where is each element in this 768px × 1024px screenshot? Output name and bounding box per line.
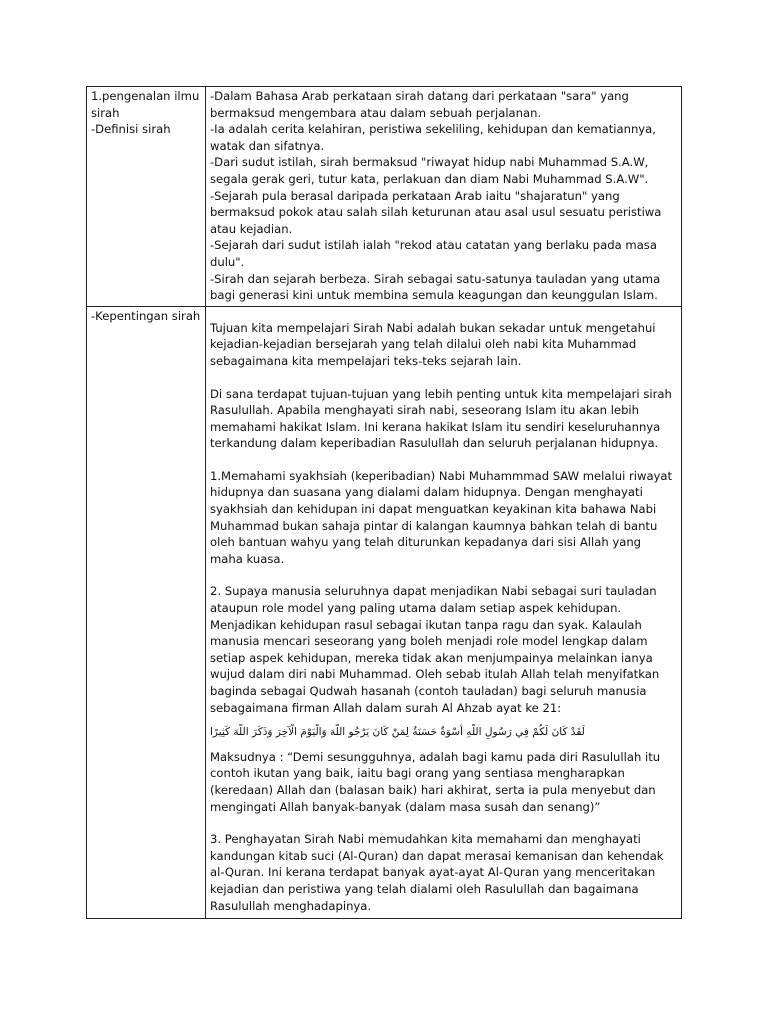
- paragraph: -Sejarah pula berasal daripada perkataan Arab iaitu "shajaratun" yang bermaksud pokok atau salah silah keturunan atau asal usul sesuatu peristiwa atau kejadian.: [210, 188, 662, 236]
- notes-table: [86, 86, 682, 919]
- verse-meaning: Maksudnya : “Demi sesungguhnya, adalah bagi kamu pada diri Rasulullah itu contoh ikutan yang baik, iaitu bagi orang yang sentiasa mengharapkan (keredaan) Allah dan (balasan baik) hari akhirat, serta ia pula menyebut dan mengingati Allah banyak-banyak (dalam masa susah dan senang)”: [210, 749, 661, 814]
- paragraph: -Dalam Bahasa Arab perkataan sirah datang dari perkataan "sara" yang bermaksud mengembara atau dalam sebuah perjalanan.: [210, 89, 629, 120]
- arabic-verse: لَقَدْ كَانَ لَكُمْ فِي رَسُولِ اللَّهِ أُسْوَةٌ حَسَنَةٌ لِمَنْ كَانَ يَرْجُو اللَّهَ وَالْيَوْمَ الْآخِرَ وَذَكَرَ اللَّهَ كَثِيرًا: [210, 726, 585, 739]
- point-paragraph: 3. Penghayatan Sirah Nabi memudahkan kita memahami dan menghayati kandungan kitab suci (Al-Quran) dan dapat merasai kemanisan dan kehendak al-Quran. Ini kerana terdapat banyak ayat-ayat Al-Quran yang menceritakan kejadian dan peristiwa yang telah dialami oleh Rasulullah dan bagaimana Rasulullah menghadapinya.: [210, 832, 664, 913]
- intro-paragraph: Tujuan kita mempelajari Sirah Nabi adalah bukan sekadar untuk mengetahui kejadian-kejadian bersejarah yang telah dilalui oleh nabi kita Muhammad sebagaimana kita mempelajari teks-teks sejarah lain.: [210, 320, 656, 368]
- subtopic-label: -Definisi sirah: [91, 122, 171, 137]
- paragraph: -Sirah dan sejarah berbeza. Sirah sebagai satu-satunya tauladan yang utama bagi generasi kini untuk membina semula keagungan dan keunggulan Islam.: [210, 271, 661, 303]
- content-cell: [206, 87, 682, 307]
- table-row: [87, 306, 682, 918]
- intro-paragraph: Di sana terdapat tujuan-tujuan yang lebih penting untuk kita mempelajari sirah Rasulullah. Apabila menghayati sirah nabi, seseorang Islam itu akan lebih memahami hakikat Islam. Ini kerana hakikat Islam itu sendiri keseluruhannya terkandung dalam keperibadian Rasulullah dan seluruh perjalanan hidupnya.: [210, 386, 672, 451]
- paragraph: -Ia adalah cerita kelahiran, peristiwa sekeliling, kehidupan dan kematiannya, watak dan sifatnya.: [210, 122, 656, 153]
- topic-label: 1.pengenalan ilmu sirah: [91, 89, 200, 120]
- subtopic-label: -Kepentingan sirah: [91, 308, 201, 323]
- point-paragraph: 1.Memahami syakhsiah (keperibadian) Nabi Muhammmad SAW melalui riwayat hidupnya dan suasana yang dialami dalam hidupnya. Dengan menghayati syakhsiah dan kehidupan ini dapat menguatkan keyakinan kita bahawa Nabi Muhammad bukan sahaja pintar di kalangan kaumnya bahkan telah di bantu oleh bantuan wahyu yang telah diturunkan kepadanya dari sisi Allah yang maha kuasa.: [210, 468, 673, 566]
- content-cell: [206, 306, 682, 918]
- topic-cell: [87, 306, 206, 918]
- table-row: [87, 87, 682, 307]
- paragraph: -Sejarah dari sudut istilah ialah "rekod atau catatan yang berlaku pada masa dulu".: [210, 238, 657, 269]
- paragraph: -Dari sudut istilah, sirah bermaksud "riwayat hidup nabi Muhammad S.A.W, segala gerak geri, tutur kata, perlakuan dan diam Nabi Muhammad S.A.W".: [210, 155, 649, 186]
- topic-cell: [87, 87, 206, 307]
- point-paragraph: 2. Supaya manusia seluruhnya dapat menjadikan Nabi sebagai suri tauladan ataupun role model yang paling utama dalam setiap aspek kehidupan. Menjadikan kehidupan rasul sebagai ikutan tanpa ragu dan syak. Kalaulah manusia mencari seseorang yang boleh menjadi role model lengkap dalam setiap aspek kehidupan, mereka tidak akan menjumpainya melainkan ianya wujud dalam diri nabi Muhammad. Oleh sebab itulah Allah telah menyifatkan baginda sebagai Qudwah hasanah (contoh tauladan) bagi seluruh manusia sebagaimana firman Allah dalam surah Al Ahzab ayat ke 21:: [210, 584, 660, 715]
